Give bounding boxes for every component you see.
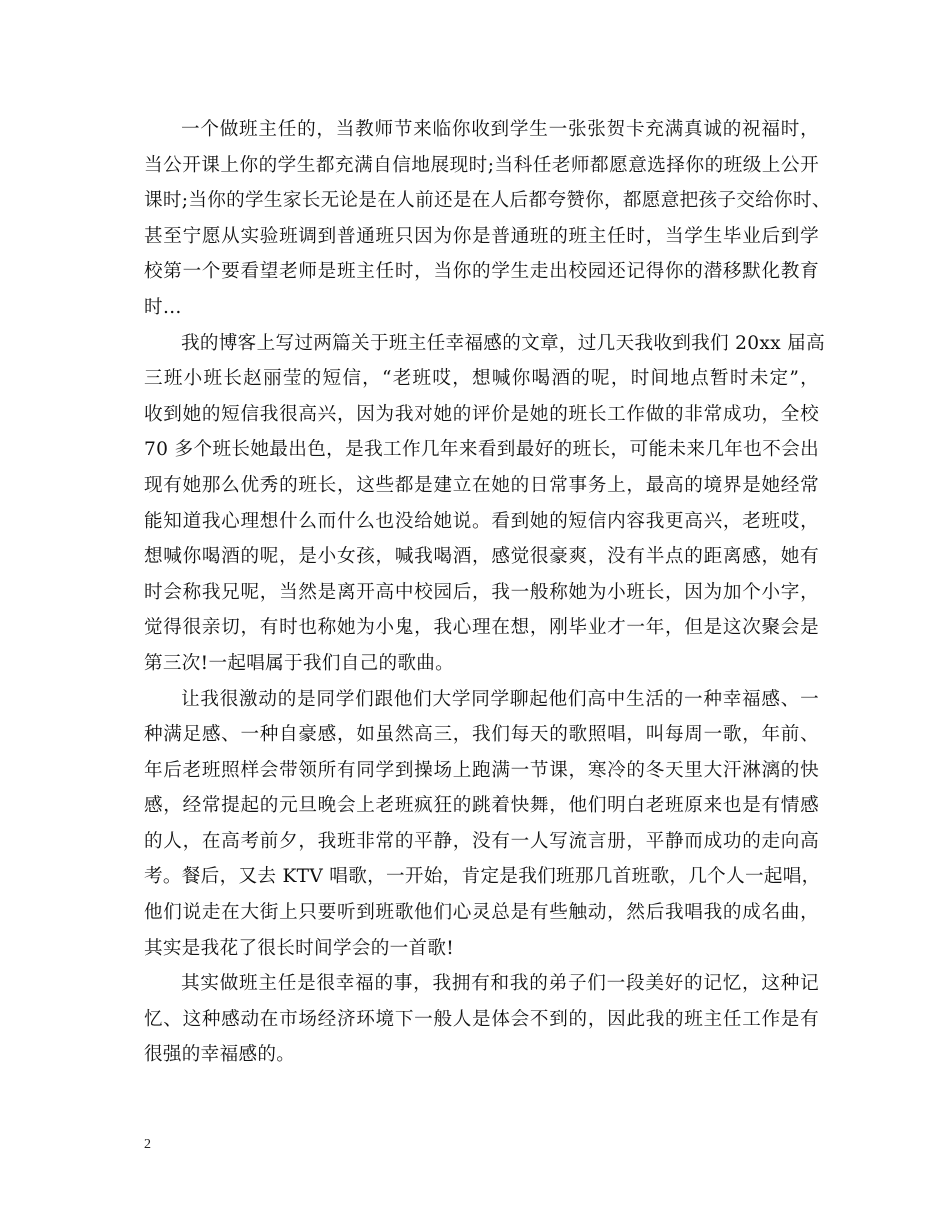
- text-line: 甚至宁愿从实验班调到普通班只因为你是普通班的班主任时，当学生毕业后到学: [144, 225, 819, 247]
- text-line: 考。餐后，又去 KTV 唱歌，一开始，肯定是我们班那几首班歌，几个人一起唱，: [144, 866, 821, 888]
- document-body: [144, 112, 831, 1073]
- text-line: 课时;当你的学生家长无论是在人前还是在人后都夸赞你，都愿意把孩子交给你时、: [144, 190, 831, 212]
- text-line: 收到她的短信我很高兴，因为我对她的评价是她的班长工作做的非常成功，全校: [144, 403, 819, 425]
- text-line: 的人，在高考前夕，我班非常的平静，没有一人写流言册，平静而成功的走向高: [144, 830, 819, 852]
- text-line: 其实是我花了很长时间学会的一首歌!: [144, 937, 455, 959]
- text-line: 年后老班照样会带领所有同学到操场上跑满一节课，寒冷的冬天里大汗淋漓的快: [144, 759, 819, 781]
- paragraph-4: [144, 966, 819, 1073]
- text-line: 感，经常提起的元旦晚会上老班疯狂的跳着快舞，他们明白老班原来也是有情感: [144, 795, 819, 817]
- page-number: 2: [144, 1137, 151, 1152]
- text-line: 时…: [144, 296, 182, 318]
- paragraph-3: [144, 682, 819, 967]
- text-line: 让我很激动的是同学们跟他们大学同学聊起他们高中生活的一种幸福感、一: [181, 688, 819, 710]
- text-line: 忆、这种感动在市场经济环境下一般人是体会不到的，因此我的班主任工作是有: [144, 1008, 819, 1030]
- text-line: 70 多个班长她最出色，是我工作几年来看到最好的班长，可能未来几年也不会出: [144, 439, 819, 461]
- text-line: 时会称我兄呢，当然是离开高中校园后，我一般称她为小班长，因为加个小字，: [144, 581, 819, 603]
- text-line: 很强的幸福感的。: [144, 1044, 296, 1066]
- text-line: 我的博客上写过两篇关于班主任幸福感的文章，过几天我收到我们 20xx 届高: [181, 332, 825, 354]
- paragraph-2: [144, 326, 825, 682]
- text-line: 一个做班主任的，当教师节来临你收到学生一张张贺卡充满真诚的祝福时，: [181, 119, 819, 140]
- text-line: 种满足感、一种自豪感，如虽然高三，我们每天的歌照唱，叫每周一歌，年前、: [144, 724, 819, 746]
- text-line: 其实做班主任是很幸福的事，我拥有和我的弟子们一段美好的记忆，这种记: [181, 973, 819, 995]
- paragraph-1: [144, 112, 831, 326]
- text-line: 当公开课上你的学生都充满自信地展现时;当科任老师都愿意选择你的班级上公开: [144, 154, 819, 176]
- text-line: 想喊你喝酒的呢，是小女孩，喊我喝酒，感觉很豪爽，没有半点的距离感，她有: [144, 546, 819, 568]
- text-line: 他们说走在大街上只要听到班歌他们心灵总是有些触动，然后我唱我的成名曲，: [144, 902, 819, 924]
- text-line: 三班小班长赵丽莹的短信，“老班哎，想喊你喝酒的呢，时间地点暂时未定”，: [144, 368, 819, 390]
- text-line: 现有她那么优秀的班长，这些都是建立在她的日常事务上，最高的境界是她经常: [144, 474, 819, 496]
- text-line: 能知道我心理想什么而什么也没给她说。看到她的短信内容我更高兴，老班哎，: [144, 510, 819, 532]
- text-line: 校第一个要看望老师是班主任时，当你的学生走出校园还记得你的潜移默化教育: [144, 261, 819, 283]
- text-line: 觉得很亲切，有时也称她为小鬼，我心理在想，刚毕业才一年，但是这次聚会是: [144, 617, 819, 639]
- text-line: 第三次!一起唱属于我们自己的歌曲。: [144, 652, 455, 674]
